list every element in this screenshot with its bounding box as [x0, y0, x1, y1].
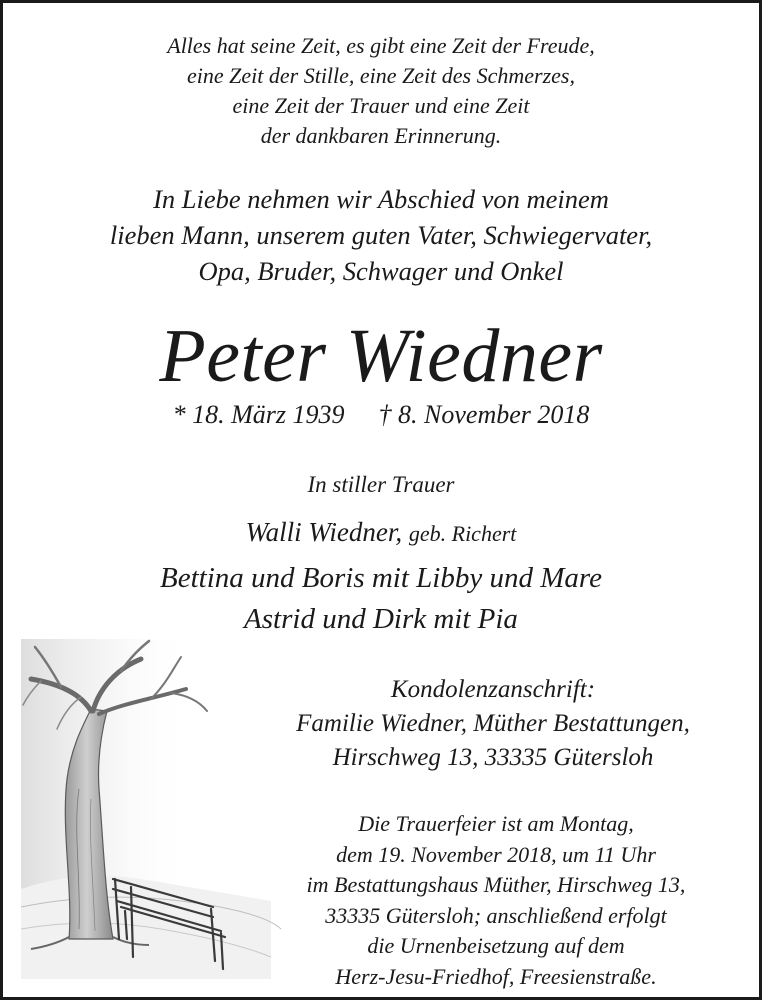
intro-line: In Liebe nehmen wir Abschied von meinem	[153, 184, 609, 214]
funeral-line: dem 19. November 2018, um 11 Uhr	[336, 841, 656, 867]
funeral-line: im Bestattungshaus Müther, Hirschweg 13,	[306, 872, 686, 897]
death-date: † 8. November 2018	[378, 400, 590, 429]
funeral-line: die Urnenbeisetzung auf dem	[367, 933, 625, 958]
condolence-line: Familie Wiedner, Müther Bestattungen,	[296, 710, 690, 737]
poem-line: der dankbaren Erinnerung.	[260, 123, 502, 148]
spouse-maiden-name: geb. Richert	[408, 521, 517, 546]
life-dates	[3, 398, 759, 432]
funeral-line: 33335 Gütersloh; anschließend erfolgt	[325, 902, 667, 928]
birth-date: * 18. März 1939	[172, 400, 345, 429]
spouse-name: Walli Wiedner,	[245, 517, 403, 547]
funeral-details	[261, 809, 731, 992]
mourner-family-1: Bettina und Boris mit Libby und Mare	[160, 562, 602, 594]
condolence-address	[243, 673, 743, 775]
intro-line: lieben Mann, unserem guten Vater, Schwiegervater,	[109, 220, 653, 250]
intro-line: Opa, Bruder, Schwager und Onkel	[198, 256, 564, 286]
mourner-family-2: Astrid und Dirk mit Pia	[244, 603, 518, 635]
funeral-line: Die Trauerfeier ist am Montag,	[358, 811, 634, 836]
poem-line: eine Zeit der Stille, eine Zeit des Schmerzes,	[187, 63, 575, 88]
poem-line: Alles hat seine Zeit, es gibt eine Zeit der Freude,	[167, 33, 595, 58]
farewell-intro	[3, 181, 759, 289]
funeral-line: Herz-Jesu-Friedhof, Freesienstraße.	[335, 963, 657, 989]
poem-line: eine Zeit der Trauer und eine Zeit	[232, 93, 530, 118]
poem-verse	[3, 31, 759, 151]
mourning-heading: In stiller Trauer	[307, 472, 455, 497]
condolence-line: Hirschweg 13, 33335 Gütersloh	[332, 744, 654, 771]
mourner-spouse	[3, 514, 759, 552]
deceased-name: Peter Wiedner	[159, 314, 603, 398]
condolence-line: Kondolenzanschrift:	[390, 676, 596, 703]
